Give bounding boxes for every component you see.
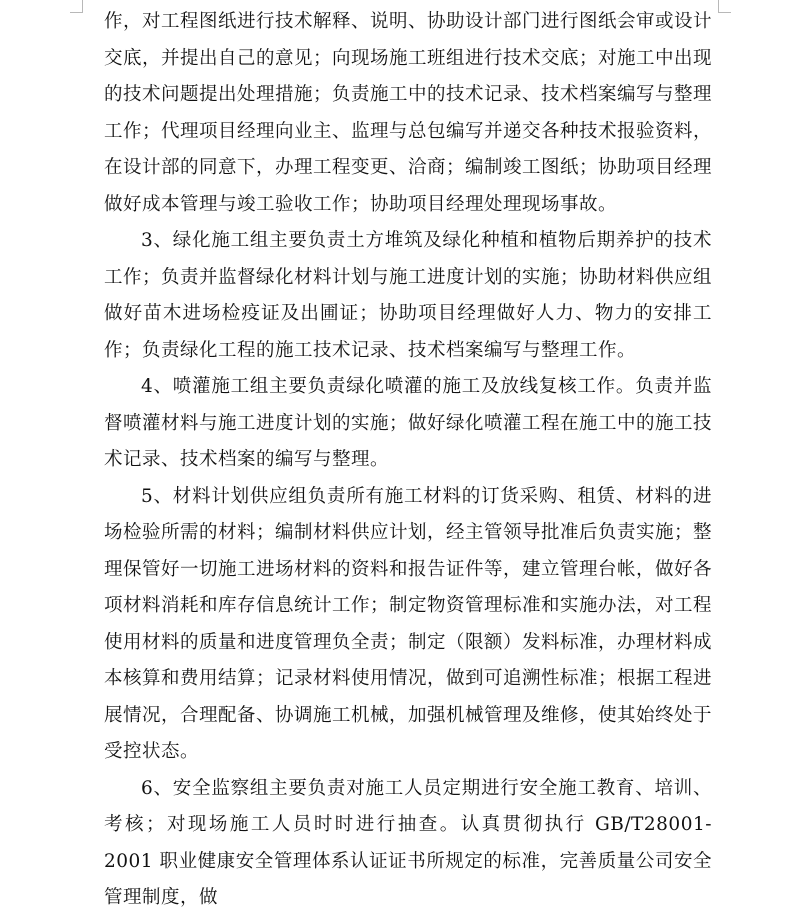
document-body[interactable] bbox=[104, 4, 712, 917]
top-left-margin-mark bbox=[70, 0, 83, 13]
paragraph-material-supply-team: 5、材料计划供应组负责所有施工材料的订货采购、租赁、材料的进场检验所需的材料；编制材料供应计划，经主管领导批准后负责实施；整理保管好一切施工进场材料的资料和报告证件等，建立管理台帐，做好各项材料消耗和库存信息统计工作；制定物资管理标准和实施办法，对工程使用材料的质量和进度管理负全责；制定（限额）发料标准，办理材料成本核算和费用结算；记录材料使用情况，做到可追溯性标准；根据工程进展情况，合理配备、协调施工机械，加强机械管理及维修，使其始终处于受控状态。 bbox=[104, 485, 713, 762]
top-right-margin-mark bbox=[718, 0, 731, 13]
paragraph-irrigation-team: 4、喷灌施工组主要负责绿化喷灌的施工及放线复核工作。负责并监督喷灌材料与施工进度计划的实施；做好绿化喷灌工程在施工中的施工技术记录、技术档案的编写与整理。 bbox=[104, 376, 713, 470]
paragraph-safety-team: 6、安全监察组主要负责对施工人员定期进行安全施工教育、培训、考核；对现场施工人员时时进行抽查。认真贯彻执行 GB/T28001-2001 职业健康安全管理体系认证证书所规定的标准，完善质量公司安全管理制度，做 bbox=[104, 777, 712, 908]
paragraph-technical-duties-continued: 作，对工程图纸进行技术解释、说明、协助设计部门进行图纸会审或设计交底，并提出自己的意见；向现场施工班组进行技术交底；对施工中出现的技术问题提出处理措施；负责施工中的技术记录、技术档案编写与整理工作；代理项目经理向业主、监理与总包编写并递交各种技术报验资料，在设计部的同意下，办理工程变更、洽商；编制竣工图纸；协助项目经理做好成本管理与竣工验收工作；协助项目经理处理现场事故。 bbox=[104, 11, 713, 215]
paragraph-greening-team: 3、绿化施工组主要负责土方堆筑及绿化种植和植物后期养护的技术工作；负责并监督绿化材料计划与施工进度计划的实施；协助材料供应组做好苗木进场检疫证及出圃证；协助项目经理做好人力、物力的安排工作；负责绿化工程的施工技术记录、技术档案编写与整理工作。 bbox=[104, 230, 713, 361]
